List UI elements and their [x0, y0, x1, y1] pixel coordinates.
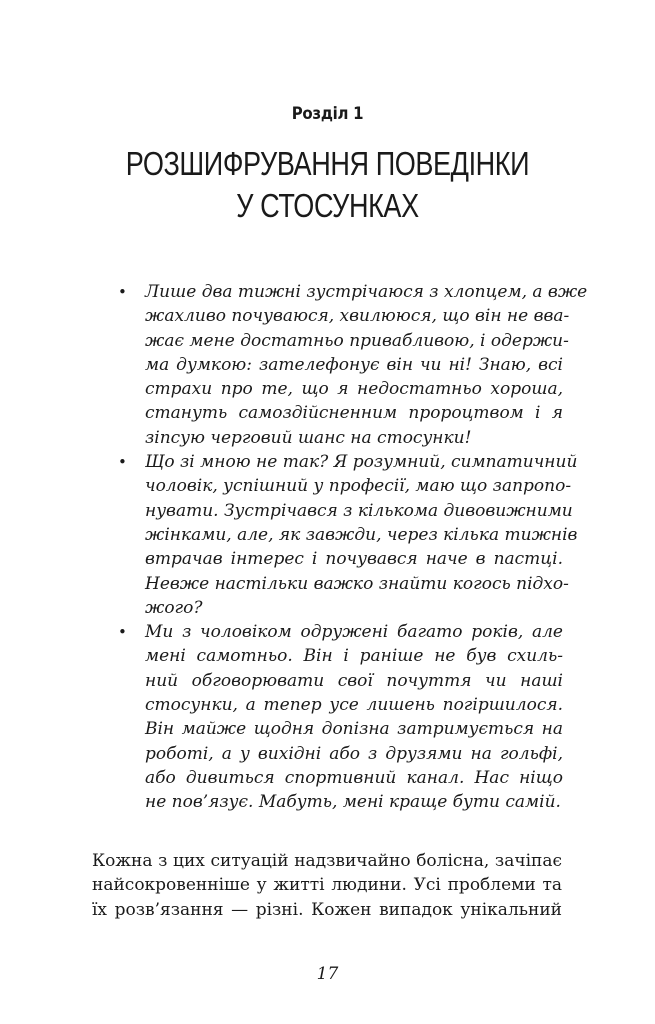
- bullet-line: втрачав інтерес і почувався наче в пастці.: [145, 549, 563, 570]
- bullet-line: жахливо почуваюся, хвилююся, що він не вва-: [145, 306, 570, 327]
- bullet-line: роботі, а у вихідні або з друзями на гольфі,: [145, 743, 563, 764]
- bullet-marker: •: [118, 623, 127, 642]
- bullet-line: Він майже щодня допізна затримується на: [145, 719, 563, 740]
- bullet-item: [118, 280, 588, 450]
- bullet-line: зіпсую черговий шанс на стосунки!: [145, 427, 472, 448]
- bullet-line: ма думкою: зателефонує він чи ні! Знаю, всі: [145, 354, 563, 375]
- bullet-line: Лише два тижні зустрічаюся з хлопцем, а вже: [145, 282, 588, 302]
- body-paragraph: [92, 849, 562, 922]
- bullet-line: жінками, але, як завжди, через кілька тижнів: [145, 524, 578, 545]
- bullet-item: [118, 450, 578, 620]
- bullet-line: ний обговорювати свої почуття чи наші: [145, 670, 563, 691]
- chapter-label: Розділ 1: [291, 104, 364, 124]
- bullet-marker: •: [118, 453, 127, 472]
- body-line: їх розв’язання — різні. Кожен випадок унікальний: [92, 899, 562, 920]
- bullet-marker: •: [118, 283, 127, 301]
- bullet-line: Невже настільки важко знайти когось підхо-: [145, 573, 569, 594]
- bullet-item: [118, 620, 563, 814]
- example-bullet-list: [118, 280, 588, 815]
- page-number: 17: [316, 964, 339, 984]
- bullet-line: мені самотньо. Він і раніше не був схиль-: [145, 646, 563, 667]
- bullet-line: Ми з чоловіком одружені багато років, але: [145, 622, 563, 643]
- body-line: Кожна з цих ситуацій надзвичайно болісна, зачіпає: [92, 851, 562, 871]
- body-line: найсокровенніше у житті людини. Усі проблеми та: [92, 875, 562, 896]
- bullet-line: не пов’язує. Мабуть, мені краще бути самій.: [145, 792, 561, 813]
- bullet-line: стануть самоздійсненним пророцтвом і я: [145, 403, 563, 424]
- bullet-line: страхи про те, що я недостатньо хороша,: [145, 379, 563, 400]
- bullet-line: жає мене достатньо привабливою, і одержи-: [145, 330, 569, 351]
- bullet-line: або дивиться спортивний канал. Нас ніщо: [145, 767, 563, 788]
- bullet-line: стосунки, а тепер усе лишень погіршилося.: [145, 695, 563, 716]
- bullet-line: жого?: [145, 597, 203, 618]
- bullet-line: чоловік, успішний у професії, маю що запропо-: [145, 476, 572, 497]
- bullet-line: Що зі мною не так? Я розумний, симпатичний: [145, 452, 578, 473]
- bullet-line: нувати. Зустрічався з кількома дивовижними: [145, 500, 573, 521]
- chapter-title-line: У СТОСУНКАХ: [236, 187, 419, 224]
- chapter-title-line: РОЗШИФРУВАННЯ ПОВЕДІНКИ: [125, 145, 530, 182]
- chapter-title: [59, 143, 596, 227]
